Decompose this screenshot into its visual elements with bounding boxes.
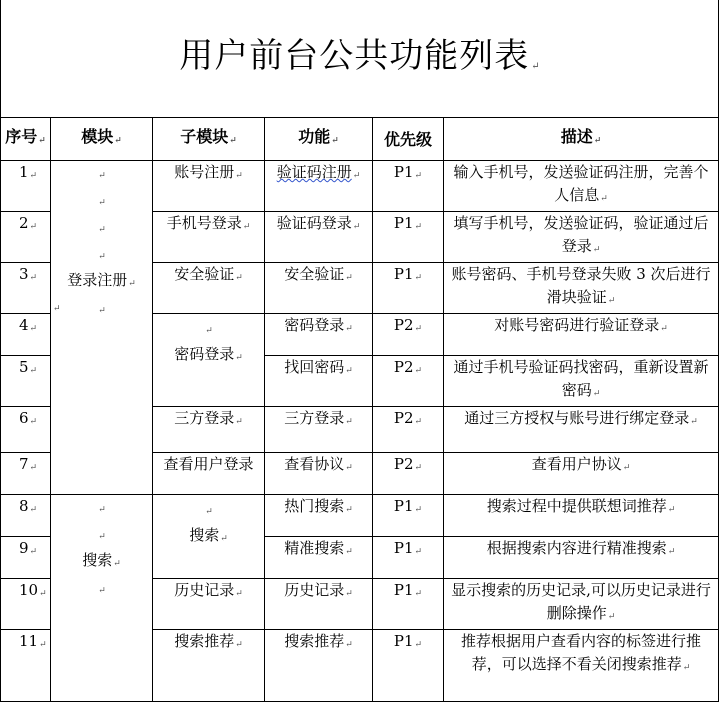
priority-cell: P1↵ [373,495,444,537]
function-cell: 搜索推荐↵ [265,630,373,702]
description-cell: 对账号密码进行验证登录↵ [444,314,719,356]
submodule-cell: 手机号登录↵ [153,212,265,263]
priority-cell: P1↵ [373,263,444,314]
submodule-cell: 账号注册↵ [153,161,265,212]
seq-cell: 7↵ [1,453,51,495]
seq-cell: 1↵ [1,161,51,212]
header-submodule: 子模块↵ [153,118,265,161]
seq-cell: 2↵ [1,212,51,263]
module-cell-search: ↵ ↵ 搜索↵ ↵ [51,495,153,702]
header-priority: 优先级 [373,118,444,161]
priority-cell: P2↵ [373,453,444,495]
document-title [0,28,720,77]
seq-cell: 4↵ [1,314,51,356]
function-cell: 历史记录↵ [265,579,373,630]
function-cell: 查看协议↵ [265,453,373,495]
table-row [1,161,719,212]
priority-cell: P1↵ [373,630,444,702]
table-header-row [1,118,719,161]
seq-cell: 6↵ [1,407,51,453]
description-cell: 通过三方授权与账号进行绑定登录↵ [444,407,719,453]
submodule-cell: ↵ 搜索↵ [153,495,265,579]
module-label: 搜索 [82,551,113,569]
function-cell: 验证码注册↵ [265,161,373,212]
module-cell-login: ↵ ↵ ↵ ↵ 登录注册↵ ↵ [51,161,153,495]
header-module: 模块↵ [51,118,153,161]
description-cell: 输入手机号，发送验证码注册，完善个人信息↵ [444,161,719,212]
paragraph-mark-icon: ↵ [531,61,541,72]
submodule-cell: 安全验证↵ [153,263,265,314]
description-cell: 查看用户协议↵ [444,453,719,495]
seq-cell: 5↵ [1,356,51,407]
priority-cell: P2↵ [373,356,444,407]
table-row [1,495,719,537]
description-cell: 根据搜索内容进行精准搜索↵ [444,537,719,579]
submodule-cell: ↵ 密码登录↵ [153,314,265,407]
description-cell: 搜索过程中提供联想词推荐↵ [444,495,719,537]
module-label: 登录注册 [67,271,128,289]
header-seq: 序号↵ [1,118,51,161]
seq-cell: 10↵ [1,579,51,630]
priority-cell: P2↵ [373,314,444,356]
submodule-cell: 查看用户登录 [153,453,265,495]
priority-cell: P1↵ [373,579,444,630]
function-cell: 三方登录↵ [265,407,373,453]
seq-cell: 9↵ [1,537,51,579]
description-cell: 账号密码、手机号登录失败 3 次后进行滑块验证↵ [444,263,719,314]
description-cell: 推荐根据用户查看内容的标签进行推荐，可以选择不看关闭搜索推荐↵ [444,630,719,702]
title-text: 用户前台公共功能列表 [179,36,530,76]
function-cell: 找回密码↵ [265,356,373,407]
submodule-cell: 历史记录↵ [153,579,265,630]
submodule-cell: 三方登录↵ [153,407,265,453]
header-description: 描述↵ [444,118,719,161]
seq-cell: 8↵ [1,495,51,537]
function-cell: 验证码登录↵ [265,212,373,263]
function-cell: 安全验证↵ [265,263,373,314]
priority-cell: P1↵ [373,161,444,212]
description-cell: 填写手机号，发送验证码，验证通过后登录↵ [444,212,719,263]
priority-cell: P1↵ [373,537,444,579]
description-cell: 通过手机号验证码找密码，重新设置新密码↵ [444,356,719,407]
function-cell: 热门搜索↵ [265,495,373,537]
description-cell: 显示搜索的历史记录,可以历史记录进行删除操作↵ [444,579,719,630]
function-cell: 密码登录↵ [265,314,373,356]
function-table [0,117,719,702]
header-function: 功能↵ [265,118,373,161]
function-cell: 精准搜索↵ [265,537,373,579]
table-end-mark-icon: ↵ [53,304,61,314]
priority-cell: P1↵ [373,212,444,263]
seq-cell: 11↵ [1,630,51,702]
priority-cell: P2↵ [373,407,444,453]
seq-cell: 3↵ [1,263,51,314]
submodule-cell: 搜索推荐↵ [153,630,265,702]
